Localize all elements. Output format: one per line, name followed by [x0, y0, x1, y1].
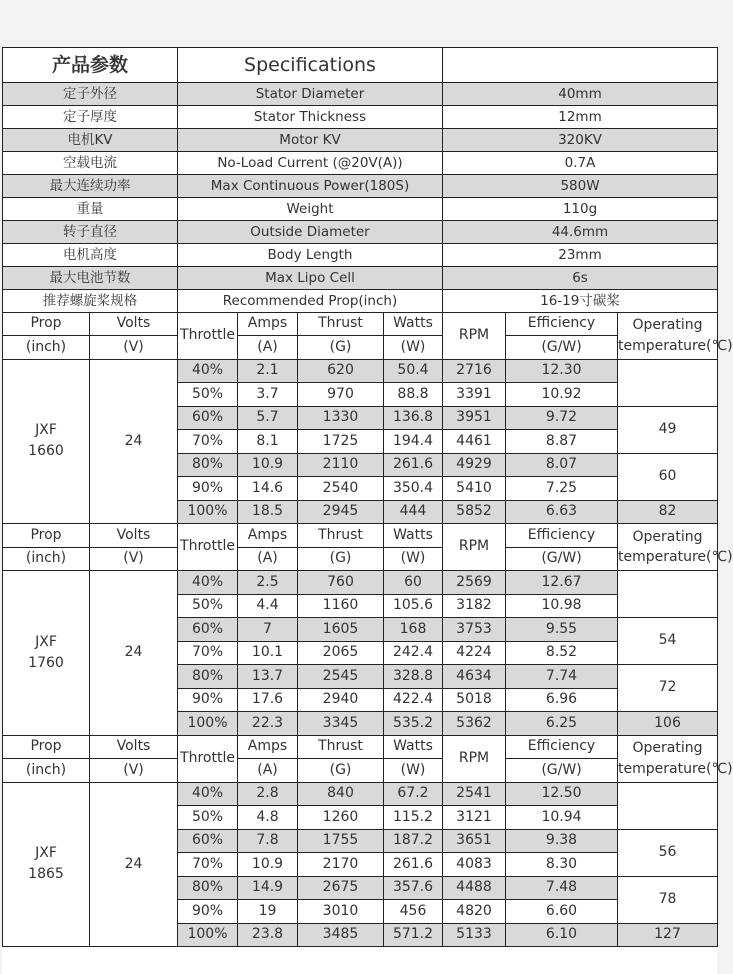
- spec-label-cn: 定子厚度: [3, 106, 178, 129]
- watts-cell: 261.6: [384, 453, 443, 477]
- efficiency-cell: 9.38: [506, 829, 618, 853]
- amps-cell: 10.1: [238, 641, 298, 665]
- amps-cell: 5.7: [238, 406, 298, 430]
- spec-row: [3, 152, 718, 175]
- unit-amps: (A): [238, 759, 298, 783]
- header-throttle: Throttle: [178, 312, 238, 359]
- header-operating-temperature: [618, 524, 733, 571]
- amps-cell: 10.9: [238, 853, 298, 877]
- amps-cell: 23.8: [238, 923, 298, 947]
- unit-thrust: (G): [298, 759, 384, 783]
- spec-value: 110g: [443, 198, 718, 221]
- efficiency-cell: 8.52: [506, 641, 618, 665]
- amps-cell: 14.6: [238, 477, 298, 501]
- spec-label-cn: 转子直径: [3, 221, 178, 244]
- thrust-cell: 760: [298, 571, 384, 595]
- header-efficiency: Efficiency: [506, 312, 618, 336]
- efficiency-cell: 12.50: [506, 782, 618, 806]
- throttle-cell: 80%: [178, 876, 238, 900]
- watts-cell: 187.2: [384, 829, 443, 853]
- temp-value: 82: [618, 500, 718, 524]
- perf-header-row: [3, 524, 718, 548]
- temp-value: 106: [618, 712, 718, 736]
- header-amps: Amps: [238, 524, 298, 548]
- prop-model-cell: [3, 782, 90, 947]
- thrust-cell: 970: [298, 383, 384, 407]
- unit-thrust: (G): [298, 336, 384, 360]
- spec-label-en: No-Load Current (@20V(A)): [178, 152, 443, 175]
- amps-cell: 2.1: [238, 359, 298, 383]
- temp-blank: [618, 782, 718, 829]
- spec-header-row: [3, 48, 718, 83]
- efficiency-cell: 12.30: [506, 359, 618, 383]
- header-prop: Prop: [3, 524, 90, 548]
- perf-unit-row: [3, 759, 718, 783]
- temp-value: 54: [618, 618, 718, 665]
- rpm-cell: 4083: [443, 853, 506, 877]
- rpm-cell: 2569: [443, 571, 506, 595]
- thrust-cell: 620: [298, 359, 384, 383]
- rpm-cell: 4224: [443, 641, 506, 665]
- header-volts: Volts: [90, 312, 178, 336]
- prop-model-cell: [3, 571, 90, 736]
- amps-cell: 4.8: [238, 806, 298, 830]
- rpm-cell: 4461: [443, 430, 506, 454]
- efficiency-cell: 10.98: [506, 594, 618, 618]
- watts-cell: 357.6: [384, 876, 443, 900]
- throttle-cell: 80%: [178, 665, 238, 689]
- thrust-cell: 1725: [298, 430, 384, 454]
- amps-cell: 4.4: [238, 594, 298, 618]
- rpm-cell: 5362: [443, 712, 506, 736]
- temp-value: 49: [618, 406, 718, 453]
- throttle-cell: 100%: [178, 712, 238, 736]
- header-rpm: RPM: [443, 312, 506, 359]
- throttle-cell: 90%: [178, 477, 238, 501]
- header-amps: Amps: [238, 735, 298, 759]
- watts-cell: 242.4: [384, 641, 443, 665]
- unit-amps: (A): [238, 336, 298, 360]
- spec-header-cn: 产品参数: [3, 48, 178, 83]
- throttle-cell: 60%: [178, 406, 238, 430]
- efficiency-cell: 8.07: [506, 453, 618, 477]
- spec-label-cn: 定子外径: [3, 83, 178, 106]
- prop-model-cell: [3, 359, 90, 524]
- amps-cell: 17.6: [238, 688, 298, 712]
- throttle-cell: 60%: [178, 618, 238, 642]
- temp-value: 72: [618, 665, 718, 712]
- spec-row: [3, 175, 718, 198]
- amps-cell: 7: [238, 618, 298, 642]
- thrust-cell: 2675: [298, 876, 384, 900]
- watts-cell: 50.4: [384, 359, 443, 383]
- header-optemp-line1: Operating: [632, 528, 703, 545]
- rpm-cell: 5133: [443, 923, 506, 947]
- performance-table: [2, 312, 733, 948]
- amps-cell: 19: [238, 900, 298, 924]
- prop-model-line1: JXF: [35, 633, 57, 650]
- rpm-cell: 4929: [443, 453, 506, 477]
- unit-volts: (V): [90, 547, 178, 571]
- unit-efficiency: (G/W): [506, 547, 618, 571]
- spec-value: 23mm: [443, 244, 718, 267]
- header-watts: Watts: [384, 735, 443, 759]
- thrust-cell: 1260: [298, 806, 384, 830]
- thrust-cell: 1605: [298, 618, 384, 642]
- spec-value: 16-19寸碳桨: [443, 290, 718, 313]
- prop-model-line1: JXF: [35, 422, 57, 439]
- throttle-cell: 70%: [178, 430, 238, 454]
- spec-row: [3, 221, 718, 244]
- amps-cell: 8.1: [238, 430, 298, 454]
- header-volts: Volts: [90, 524, 178, 548]
- prop-volts: 24: [90, 571, 178, 736]
- thrust-cell: 3010: [298, 900, 384, 924]
- temp-value: 60: [618, 453, 718, 500]
- thrust-cell: 2065: [298, 641, 384, 665]
- temp-blank: [618, 359, 718, 406]
- watts-cell: 105.6: [384, 594, 443, 618]
- spec-label-cn: 重量: [3, 198, 178, 221]
- thrust-cell: 3345: [298, 712, 384, 736]
- spec-value: 6s: [443, 267, 718, 290]
- spec-label-en: Max Continuous Power(180S): [178, 175, 443, 198]
- rpm-cell: 5018: [443, 688, 506, 712]
- efficiency-cell: 7.74: [506, 665, 618, 689]
- thrust-cell: 3485: [298, 923, 384, 947]
- spec-label-cn: 空载电流: [3, 152, 178, 175]
- throttle-cell: 90%: [178, 900, 238, 924]
- spec-label-en: Stator Diameter: [178, 83, 443, 106]
- rpm-cell: 3651: [443, 829, 506, 853]
- efficiency-cell: 7.48: [506, 876, 618, 900]
- spec-label-en: Max Lipo Cell: [178, 267, 443, 290]
- efficiency-cell: 12.67: [506, 571, 618, 595]
- spec-label-en: Outside Diameter: [178, 221, 443, 244]
- watts-cell: 422.4: [384, 688, 443, 712]
- amps-cell: 18.5: [238, 500, 298, 524]
- unit-prop: (inch): [3, 336, 90, 360]
- unit-amps: (A): [238, 547, 298, 571]
- spec-label-cn: 推荐螺旋桨规格: [3, 290, 178, 313]
- rpm-cell: 3951: [443, 406, 506, 430]
- amps-cell: 7.8: [238, 829, 298, 853]
- watts-cell: 444: [384, 500, 443, 524]
- efficiency-cell: 7.25: [506, 477, 618, 501]
- perf-data-row: [3, 359, 718, 383]
- amps-cell: 13.7: [238, 665, 298, 689]
- amps-cell: 2.8: [238, 782, 298, 806]
- perf-unit-row: [3, 547, 718, 571]
- thrust-cell: 2545: [298, 665, 384, 689]
- throttle-cell: 80%: [178, 453, 238, 477]
- unit-watts: (W): [384, 547, 443, 571]
- rpm-cell: 5852: [443, 500, 506, 524]
- rpm-cell: 3753: [443, 618, 506, 642]
- rpm-cell: 3391: [443, 383, 506, 407]
- prop-model-line2: 1865: [28, 866, 64, 883]
- unit-watts: (W): [384, 336, 443, 360]
- rpm-cell: 2541: [443, 782, 506, 806]
- watts-cell: 571.2: [384, 923, 443, 947]
- temp-blank: [618, 571, 718, 618]
- watts-cell: 88.8: [384, 383, 443, 407]
- header-efficiency: Efficiency: [506, 735, 618, 759]
- header-optemp-line2: temperature(℃): [618, 549, 733, 565]
- unit-thrust: (G): [298, 547, 384, 571]
- header-watts: Watts: [384, 524, 443, 548]
- throttle-cell: 60%: [178, 829, 238, 853]
- specifications-table: [2, 47, 718, 313]
- header-optemp-line1: Operating: [632, 317, 703, 334]
- watts-cell: 456: [384, 900, 443, 924]
- unit-prop: (inch): [3, 547, 90, 571]
- header-operating-temperature: [618, 312, 733, 359]
- throttle-cell: 70%: [178, 853, 238, 877]
- header-optemp-line2: temperature(℃): [618, 337, 733, 354]
- efficiency-cell: 10.92: [506, 383, 618, 407]
- temp-value: 78: [618, 876, 718, 923]
- unit-volts: (V): [90, 336, 178, 360]
- spec-label-cn: 最大连续功率: [3, 175, 178, 198]
- efficiency-cell: 6.63: [506, 500, 618, 524]
- rpm-cell: 2716: [443, 359, 506, 383]
- temp-value: 56: [618, 829, 718, 876]
- spec-label-cn: 电机高度: [3, 244, 178, 267]
- thrust-cell: 1330: [298, 406, 384, 430]
- rpm-cell: 4488: [443, 876, 506, 900]
- spec-value: 580W: [443, 175, 718, 198]
- efficiency-cell: 6.60: [506, 900, 618, 924]
- efficiency-cell: 8.30: [506, 853, 618, 877]
- thrust-cell: 2540: [298, 477, 384, 501]
- perf-data-row: [3, 571, 718, 595]
- thrust-cell: 2170: [298, 853, 384, 877]
- header-amps: Amps: [238, 312, 298, 336]
- header-thrust: Thrust: [298, 524, 384, 548]
- spec-row: [3, 290, 718, 313]
- watts-cell: 168: [384, 618, 443, 642]
- header-rpm: RPM: [443, 735, 506, 782]
- throttle-cell: 50%: [178, 594, 238, 618]
- header-operating-temperature: [618, 735, 733, 782]
- perf-data-row: [3, 782, 718, 806]
- efficiency-cell: 9.55: [506, 618, 618, 642]
- unit-watts: (W): [384, 759, 443, 783]
- spec-value: 0.7A: [443, 152, 718, 175]
- amps-cell: 2.5: [238, 571, 298, 595]
- spec-row: [3, 83, 718, 106]
- perf-header-row: [3, 735, 718, 759]
- throttle-cell: 50%: [178, 383, 238, 407]
- spec-label-cn: 电机KV: [3, 129, 178, 152]
- spec-label-en: Motor KV: [178, 129, 443, 152]
- header-optemp-line1: Operating: [632, 740, 703, 757]
- throttle-cell: 90%: [178, 688, 238, 712]
- throttle-cell: 100%: [178, 923, 238, 947]
- watts-cell: 535.2: [384, 712, 443, 736]
- rpm-cell: 3182: [443, 594, 506, 618]
- thrust-cell: 1755: [298, 829, 384, 853]
- efficiency-cell: 10.94: [506, 806, 618, 830]
- spec-value: 12mm: [443, 106, 718, 129]
- spec-value: 40mm: [443, 83, 718, 106]
- amps-cell: 14.9: [238, 876, 298, 900]
- spec-label-en: Stator Thickness: [178, 106, 443, 129]
- watts-cell: 136.8: [384, 406, 443, 430]
- header-prop: Prop: [3, 312, 90, 336]
- throttle-cell: 40%: [178, 359, 238, 383]
- prop-model-line2: 1660: [28, 443, 64, 460]
- watts-cell: 67.2: [384, 782, 443, 806]
- spec-header-en: Specifications: [178, 48, 443, 83]
- spec-row: [3, 198, 718, 221]
- spec-sheet: [2, 47, 733, 974]
- rpm-cell: 5410: [443, 477, 506, 501]
- unit-prop: (inch): [3, 759, 90, 783]
- perf-unit-row: [3, 336, 718, 360]
- thrust-cell: 2110: [298, 453, 384, 477]
- efficiency-cell: 6.96: [506, 688, 618, 712]
- watts-cell: 328.8: [384, 665, 443, 689]
- throttle-cell: 40%: [178, 782, 238, 806]
- perf-header-row: [3, 312, 718, 336]
- header-watts: Watts: [384, 312, 443, 336]
- watts-cell: 261.6: [384, 853, 443, 877]
- rpm-cell: 4634: [443, 665, 506, 689]
- spec-value: 44.6mm: [443, 221, 718, 244]
- header-rpm: RPM: [443, 524, 506, 571]
- thrust-cell: 2940: [298, 688, 384, 712]
- thrust-cell: 2945: [298, 500, 384, 524]
- spec-label-en: Weight: [178, 198, 443, 221]
- efficiency-cell: 6.10: [506, 923, 618, 947]
- efficiency-cell: 9.72: [506, 406, 618, 430]
- header-efficiency: Efficiency: [506, 524, 618, 548]
- unit-volts: (V): [90, 759, 178, 783]
- header-throttle: Throttle: [178, 524, 238, 571]
- spec-value: 320KV: [443, 129, 718, 152]
- unit-efficiency: (G/W): [506, 759, 618, 783]
- spec-label-cn: 最大电池节数: [3, 267, 178, 290]
- thrust-cell: 1160: [298, 594, 384, 618]
- prop-volts: 24: [90, 359, 178, 524]
- prop-model-line1: JXF: [35, 845, 57, 862]
- throttle-cell: 50%: [178, 806, 238, 830]
- header-thrust: Thrust: [298, 312, 384, 336]
- spec-label-en: Recommended Prop(inch): [178, 290, 443, 313]
- spec-label-en: Body Length: [178, 244, 443, 267]
- rpm-cell: 3121: [443, 806, 506, 830]
- rpm-cell: 4820: [443, 900, 506, 924]
- prop-volts: 24: [90, 782, 178, 947]
- header-optemp-line2: temperature(℃): [618, 760, 733, 777]
- watts-cell: 60: [384, 571, 443, 595]
- efficiency-cell: 6.25: [506, 712, 618, 736]
- unit-efficiency: (G/W): [506, 336, 618, 360]
- amps-cell: 22.3: [238, 712, 298, 736]
- spec-header-value: [443, 48, 718, 83]
- header-thrust: Thrust: [298, 735, 384, 759]
- temp-value: 127: [618, 923, 718, 947]
- amps-cell: 3.7: [238, 383, 298, 407]
- amps-cell: 10.9: [238, 453, 298, 477]
- header-prop: Prop: [3, 735, 90, 759]
- prop-model-line2: 1760: [28, 654, 64, 671]
- spec-row: [3, 106, 718, 129]
- thrust-cell: 840: [298, 782, 384, 806]
- efficiency-cell: 8.87: [506, 430, 618, 454]
- spec-row: [3, 244, 718, 267]
- spec-row: [3, 267, 718, 290]
- spec-row: [3, 129, 718, 152]
- throttle-cell: 40%: [178, 571, 238, 595]
- header-throttle: Throttle: [178, 735, 238, 782]
- watts-cell: 350.4: [384, 477, 443, 501]
- header-volts: Volts: [90, 735, 178, 759]
- watts-cell: 115.2: [384, 806, 443, 830]
- throttle-cell: 70%: [178, 641, 238, 665]
- watts-cell: 194.4: [384, 430, 443, 454]
- throttle-cell: 100%: [178, 500, 238, 524]
